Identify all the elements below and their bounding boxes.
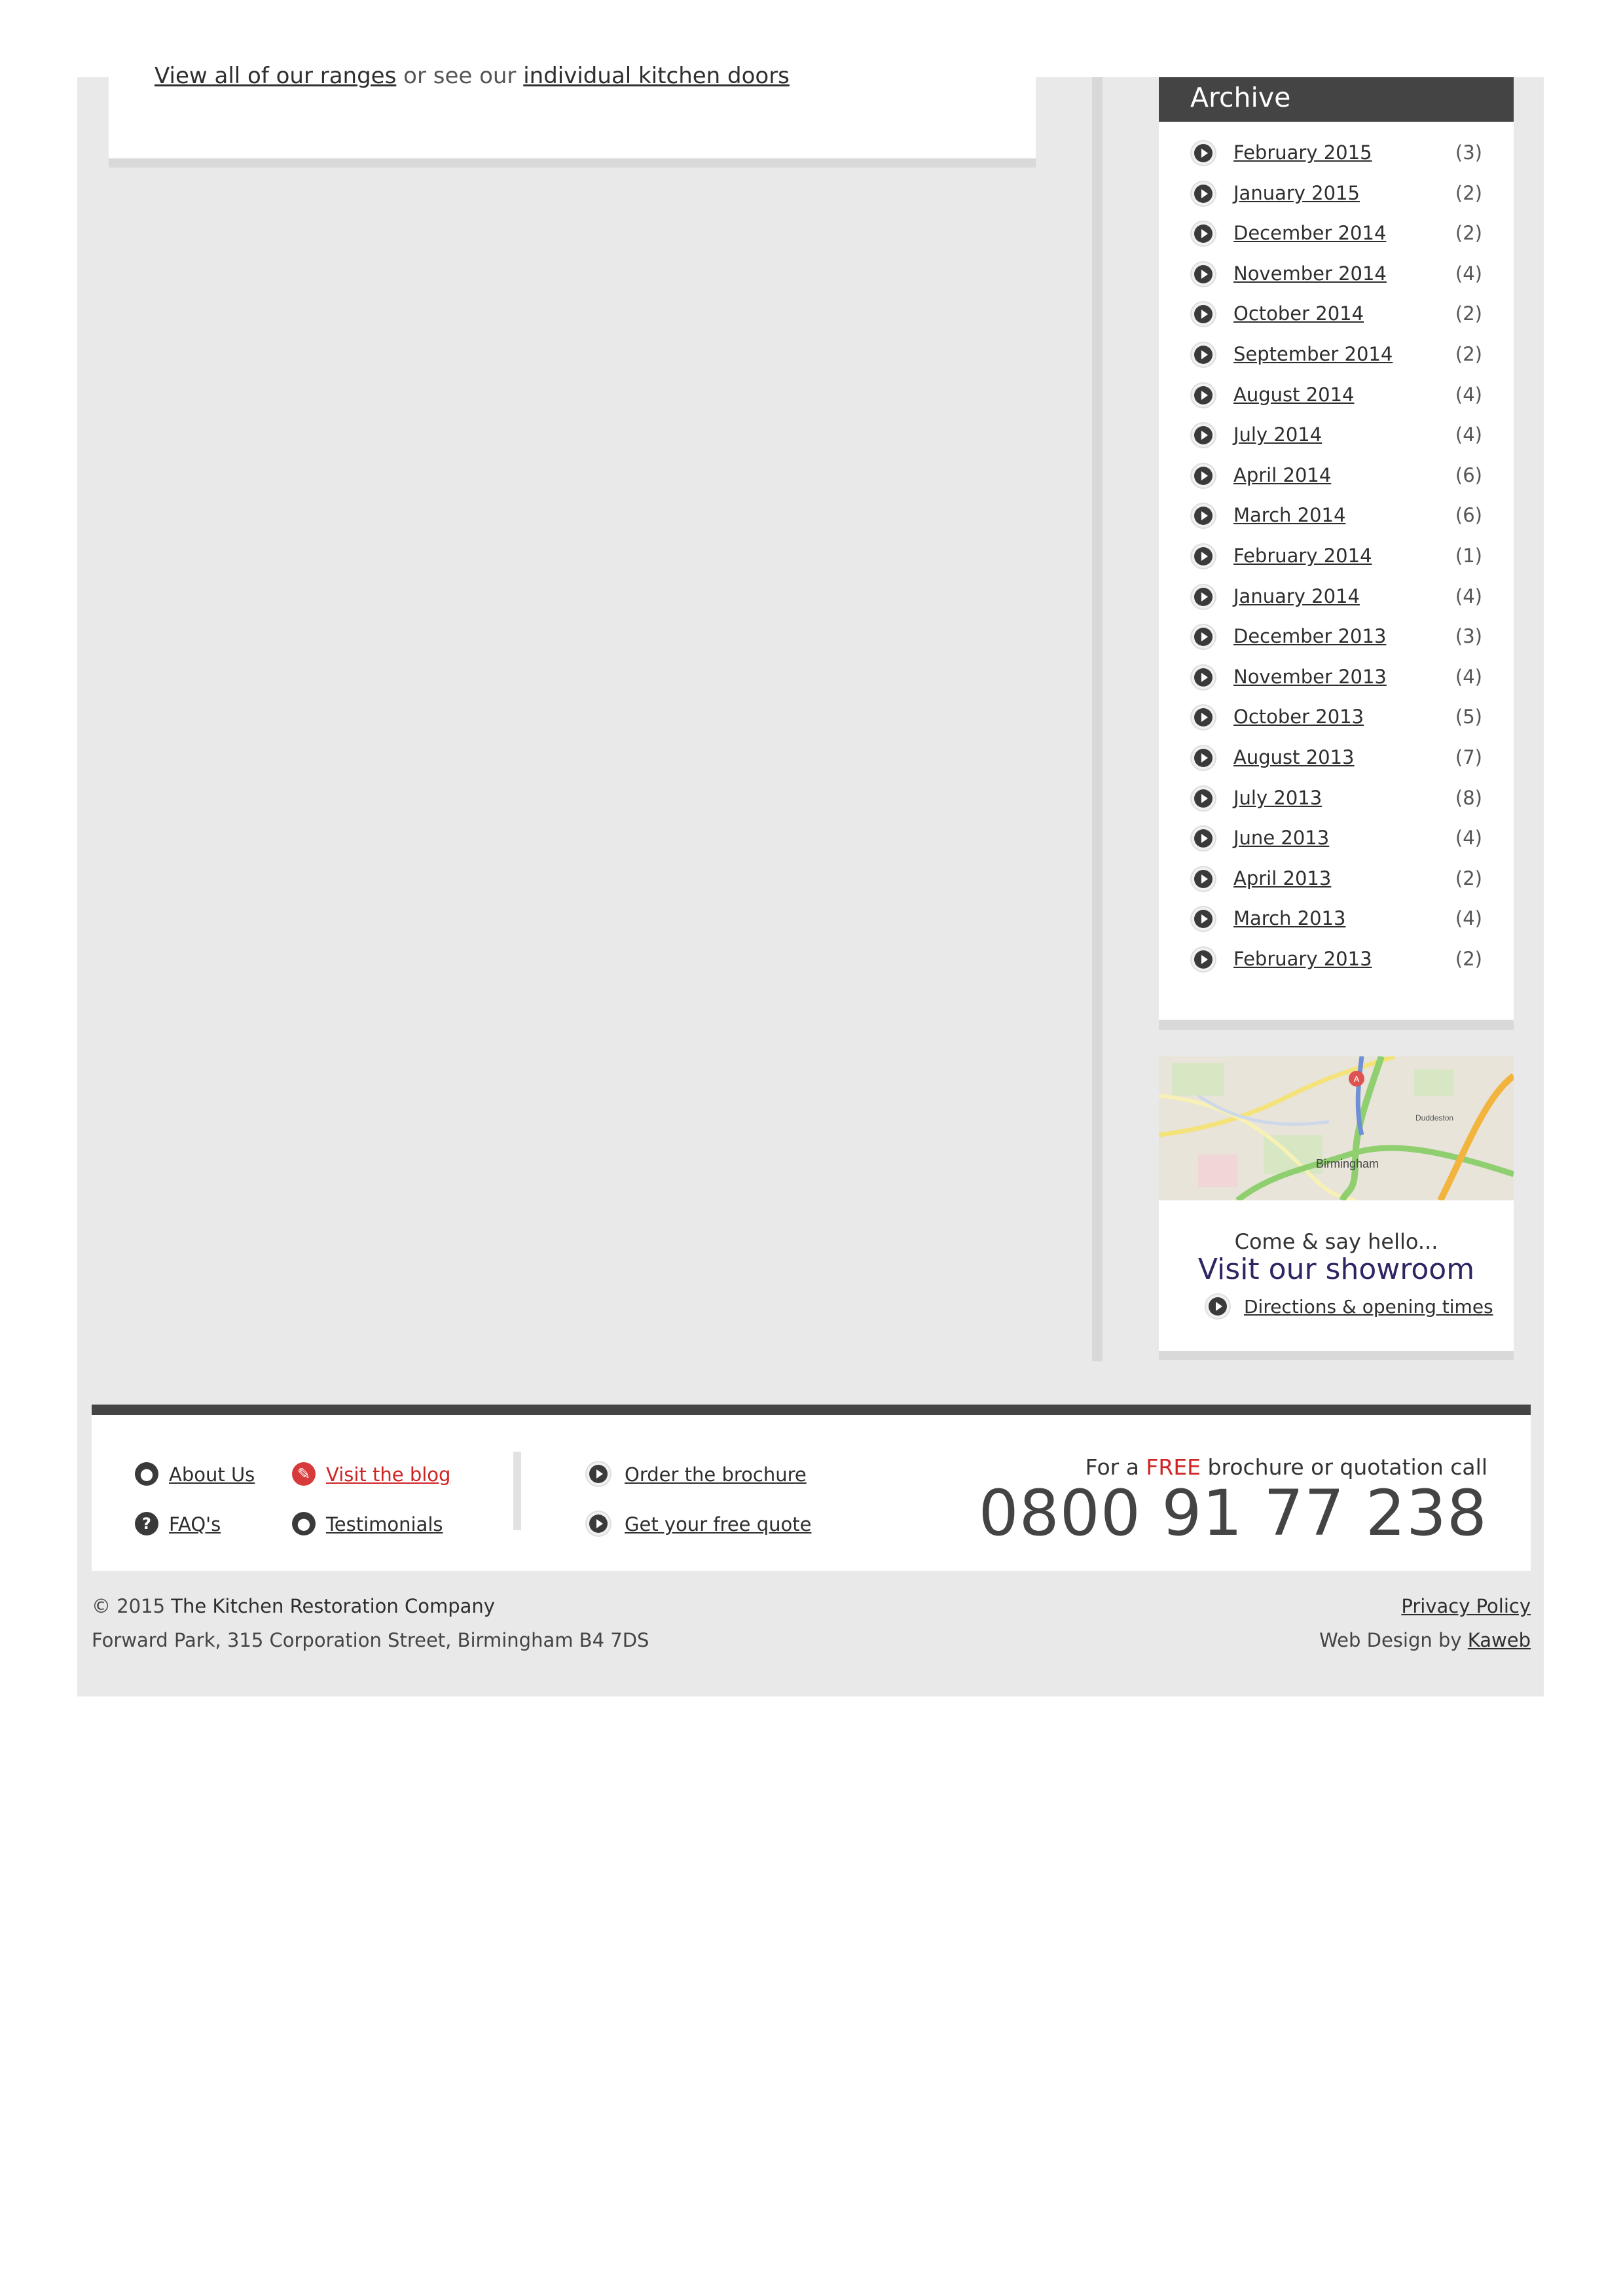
directions-link[interactable]: Directions & opening times bbox=[1244, 1296, 1493, 1318]
archive-item[interactable] bbox=[1159, 865, 1514, 905]
play-icon bbox=[1190, 463, 1216, 489]
archive-item[interactable] bbox=[1159, 744, 1514, 784]
archive-count: (2) bbox=[1455, 342, 1482, 365]
pencil-icon: ✎ bbox=[292, 1462, 316, 1486]
archive-link[interactable]: August 2013 bbox=[1233, 745, 1355, 768]
cta-suffix: brochure or quotation call bbox=[1201, 1454, 1487, 1480]
archive-title: Archive bbox=[1159, 77, 1514, 122]
cta-prefix: For a bbox=[1085, 1454, 1146, 1480]
free-quote-link[interactable] bbox=[585, 1513, 811, 1535]
copyright: © 2015 bbox=[92, 1595, 172, 1617]
archive-link[interactable]: January 2015 bbox=[1233, 181, 1360, 204]
play-icon bbox=[1190, 624, 1216, 650]
view-ranges-link[interactable]: View all of our ranges bbox=[155, 63, 397, 89]
visit-blog-link[interactable] bbox=[292, 1463, 450, 1486]
footer-links-bar bbox=[92, 1405, 1531, 1571]
play-icon bbox=[1190, 422, 1216, 448]
archive-count: (3) bbox=[1455, 625, 1482, 648]
or-see-text: or see our bbox=[396, 63, 524, 89]
play-icon bbox=[1190, 221, 1216, 247]
content-card bbox=[109, 63, 1036, 168]
map-pin-label: A bbox=[1353, 1074, 1360, 1084]
archive-item[interactable] bbox=[1159, 461, 1514, 502]
archive-count: (4) bbox=[1455, 584, 1482, 607]
cta-free: FREE bbox=[1146, 1454, 1201, 1480]
play-icon bbox=[1190, 866, 1216, 892]
directions-row[interactable] bbox=[1205, 1296, 1493, 1318]
archive-item[interactable] bbox=[1159, 300, 1514, 340]
archive-item[interactable] bbox=[1159, 139, 1514, 179]
speech-bubble-icon: ● bbox=[292, 1512, 316, 1535]
archive-count: (6) bbox=[1455, 504, 1482, 527]
showroom-map[interactable] bbox=[1159, 1056, 1514, 1200]
archive-count: (4) bbox=[1455, 383, 1482, 406]
column-divider bbox=[1092, 77, 1103, 1361]
archive-item[interactable] bbox=[1159, 179, 1514, 220]
play-icon bbox=[1190, 342, 1216, 368]
play-icon bbox=[1190, 301, 1216, 327]
play-icon bbox=[1190, 181, 1216, 207]
archive-count: (2) bbox=[1455, 302, 1482, 325]
archive-count: (2) bbox=[1455, 867, 1482, 889]
archive-count: (4) bbox=[1455, 665, 1482, 688]
archive-link[interactable]: January 2014 bbox=[1233, 584, 1360, 607]
archive-link[interactable]: November 2013 bbox=[1233, 665, 1387, 688]
archive-item[interactable] bbox=[1159, 219, 1514, 260]
archive-link[interactable]: March 2013 bbox=[1233, 907, 1346, 930]
play-icon bbox=[1190, 664, 1216, 691]
faqs-label[interactable]: FAQ's bbox=[169, 1513, 221, 1535]
archive-count: (4) bbox=[1455, 827, 1482, 850]
play-icon bbox=[1190, 946, 1216, 973]
order-brochure-link[interactable] bbox=[585, 1463, 807, 1486]
archive-item[interactable] bbox=[1159, 583, 1514, 623]
web-design-line bbox=[1319, 1623, 1531, 1657]
archive-link[interactable]: February 2014 bbox=[1233, 544, 1372, 567]
bottom-left-info bbox=[92, 1589, 649, 1657]
about-us-label[interactable]: About Us bbox=[169, 1463, 255, 1486]
archive-link[interactable]: February 2013 bbox=[1233, 947, 1372, 970]
archive-item[interactable] bbox=[1159, 905, 1514, 945]
archive-count: (2) bbox=[1455, 181, 1482, 204]
showroom-title[interactable]: Visit our showroom bbox=[1197, 1253, 1475, 1286]
showroom-widget bbox=[1159, 1056, 1514, 1360]
play-icon bbox=[1190, 543, 1216, 569]
archive-count: (7) bbox=[1455, 745, 1482, 768]
play-icon bbox=[1190, 503, 1216, 529]
play-icon bbox=[1190, 261, 1216, 287]
play-icon bbox=[1205, 1293, 1231, 1319]
archive-count: (3) bbox=[1455, 141, 1482, 164]
archive-link[interactable]: December 2014 bbox=[1233, 222, 1387, 245]
archive-link[interactable]: March 2014 bbox=[1233, 504, 1346, 527]
archive-link[interactable]: April 2013 bbox=[1233, 867, 1332, 889]
play-icon bbox=[1190, 704, 1216, 730]
archive-count: (5) bbox=[1455, 706, 1482, 728]
archive-count: (6) bbox=[1455, 463, 1482, 486]
user-icon: ● bbox=[135, 1462, 158, 1486]
archive-count: (4) bbox=[1455, 907, 1482, 930]
archive-item[interactable] bbox=[1159, 501, 1514, 542]
phone-number[interactable]: 0800 91 77 238 bbox=[978, 1477, 1487, 1550]
company-name: The Kitchen Restoration Company bbox=[171, 1595, 495, 1617]
archive-link[interactable]: April 2014 bbox=[1233, 463, 1332, 486]
archive-link[interactable]: June 2013 bbox=[1233, 827, 1330, 850]
footer-divider bbox=[513, 1452, 521, 1530]
play-icon bbox=[1190, 785, 1216, 812]
archive-link[interactable]: December 2013 bbox=[1233, 625, 1387, 648]
archive-count: (2) bbox=[1455, 222, 1482, 245]
about-us-link[interactable] bbox=[135, 1463, 255, 1486]
archive-link[interactable]: July 2013 bbox=[1233, 786, 1322, 809]
archive-link[interactable]: August 2014 bbox=[1233, 383, 1355, 406]
play-icon bbox=[1190, 140, 1216, 166]
map-city-label: Birmingham bbox=[1316, 1157, 1379, 1170]
kaweb-link[interactable]: Kaweb bbox=[1467, 1629, 1531, 1651]
archive-item[interactable] bbox=[1159, 824, 1514, 865]
archive-item[interactable] bbox=[1159, 340, 1514, 381]
archive-list bbox=[1159, 139, 1514, 985]
archive-item[interactable] bbox=[1159, 421, 1514, 461]
play-icon bbox=[1190, 382, 1216, 408]
kitchen-doors-link[interactable]: individual kitchen doors bbox=[523, 63, 790, 89]
archive-count: (1) bbox=[1455, 544, 1482, 567]
archive-link[interactable]: February 2015 bbox=[1233, 141, 1372, 164]
play-icon bbox=[1190, 584, 1216, 610]
address: Forward Park, 315 Corporation Street, Birmingham B4 7DS bbox=[92, 1629, 649, 1651]
archive-item[interactable] bbox=[1159, 784, 1514, 825]
archive-count: (4) bbox=[1455, 423, 1482, 446]
archive-item[interactable] bbox=[1159, 260, 1514, 300]
archive-item[interactable] bbox=[1159, 663, 1514, 704]
archive-count: (8) bbox=[1455, 786, 1482, 809]
archive-link[interactable]: October 2013 bbox=[1233, 706, 1364, 728]
order-brochure-label[interactable]: Order the brochure bbox=[625, 1463, 807, 1486]
play-icon bbox=[585, 1511, 611, 1537]
archive-item[interactable] bbox=[1159, 381, 1514, 422]
map-area-label: Duddeston bbox=[1415, 1113, 1454, 1122]
question-icon: ? bbox=[135, 1512, 158, 1535]
visit-blog-label[interactable]: Visit the blog bbox=[326, 1463, 451, 1486]
free-quote-label[interactable]: Get your free quote bbox=[625, 1513, 812, 1535]
archive-link[interactable]: November 2014 bbox=[1233, 262, 1387, 285]
testimonials-label[interactable]: Testimonials bbox=[326, 1513, 443, 1535]
archive-link[interactable]: October 2014 bbox=[1233, 302, 1364, 325]
archive-count: (4) bbox=[1455, 262, 1482, 285]
archive-link[interactable]: July 2014 bbox=[1233, 423, 1322, 446]
showroom-hello: Come & say hello... bbox=[1234, 1229, 1438, 1254]
play-icon bbox=[1190, 906, 1216, 932]
archive-count: (2) bbox=[1455, 947, 1482, 970]
archive-item[interactable] bbox=[1159, 622, 1514, 663]
ranges-line bbox=[155, 63, 790, 89]
archive-item[interactable] bbox=[1159, 945, 1514, 986]
archive-item[interactable] bbox=[1159, 703, 1514, 744]
copyright-line bbox=[92, 1589, 649, 1623]
archive-link[interactable]: September 2014 bbox=[1233, 342, 1393, 365]
archive-item[interactable] bbox=[1159, 542, 1514, 583]
archive-widget bbox=[1159, 77, 1514, 1030]
play-icon bbox=[1190, 825, 1216, 852]
faqs-link[interactable] bbox=[135, 1513, 221, 1535]
play-icon bbox=[585, 1461, 611, 1487]
play-icon bbox=[1190, 745, 1216, 771]
privacy-policy-link[interactable]: Privacy Policy bbox=[1401, 1595, 1531, 1617]
web-design-prefix: Web Design by bbox=[1319, 1629, 1468, 1651]
bottom-right-info bbox=[1319, 1589, 1531, 1657]
testimonials-link[interactable] bbox=[292, 1513, 443, 1535]
